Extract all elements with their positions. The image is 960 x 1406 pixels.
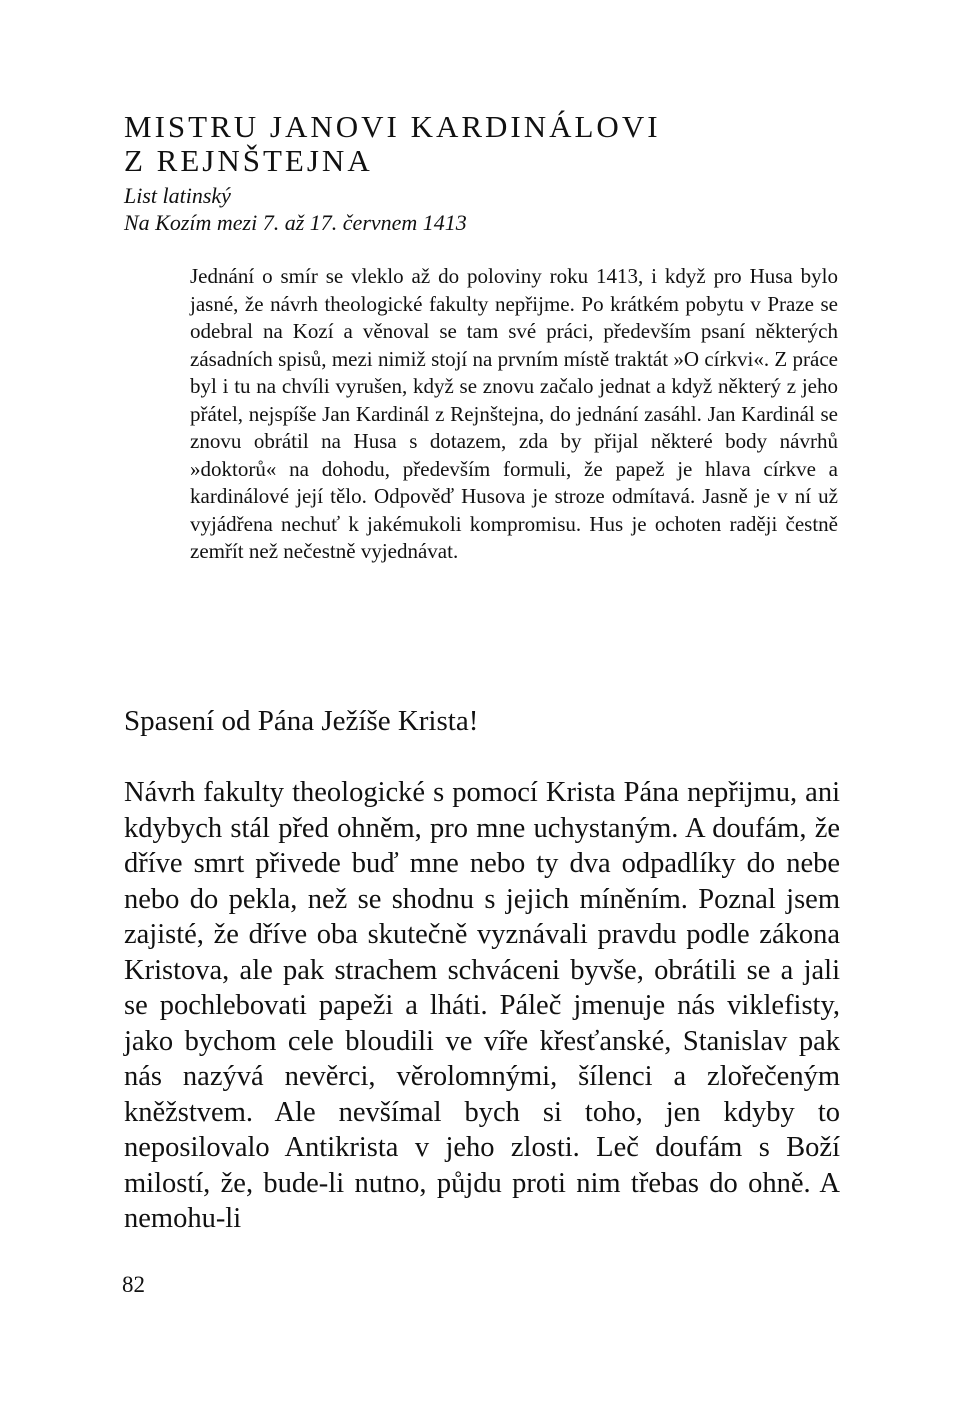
letter-paragraph: Návrh fakulty theologické s pomocí Krista Pána nepřijmu, ani kdybych stál před ohněm, pro mne uchystaným. A doufám, že dříve smrt přivede buď mne nebo ty dva odpadlíky do nebe nebo do pekla, než se shodnu s jejich míněním. Poznal jsem zajisté, že dříve oba skutečně vyznávali pravdu podle zákona Kristova, ale pak strachem schváceni byvše, obrátili se a jali se pochlebovati papeži a lháti. Páleč jmenuje nás viklefisty, jako bychom cele bloudili ve víře křesťanské, Stanislav pak nás nazývá nevěrci, věrolomnými, šílenci a zlořečeným kněžstvem. Ale nevšímal bych si toho, jen kdyby to neposilovalo Antikrista v jeho zlosti. Leč doufám s Boží milostí, že, bude-li nutno, půjdu proti nim třebas do ohně. A nemohu-li (124, 777, 840, 1234)
letter-date-place: Na Kozím mezi 7. až 17. červnem 1413 (124, 210, 467, 235)
salutation: Spasení od Pána Ježíše Krista! (124, 705, 479, 737)
letter-subtitle (124, 182, 724, 236)
letter-type: List latinský (124, 183, 231, 208)
letter-title (124, 110, 784, 178)
letter-body (124, 775, 840, 1237)
title-line-1: MISTRU JANOVI KARDINÁLOVI (124, 109, 661, 144)
editorial-introduction (190, 263, 838, 566)
introduction-paragraph: Jednání o smír se vleklo až do poloviny roku 1413, i když pro Husa bylo jasné, že návrh theologické fakulty nepřijme. Po krátkém pobytu v Praze se odebral na Kozí a věnoval se tam své práci, především psaní některých zásadních spisů, mezi nimiž stojí na prvním místě traktát »O církvi«. Z práce byl i tu na chvíli vyrušen, když se znovu začalo jednat a když některý z jeho přátel, nejspíše Jan Kardinál z Rejnštejna, do jednání zasáhl. Jan Kardinál se znovu obrátil na Husa s dotazem, zda by přijal některé body návrhů »doktorů« na dohodu, především formuli, že papež je hlava církve a kardinálové její tělo. Odpověď Husova je stroze odmítavá. Jasně je v ní už vyjádřena nechuť k jakémukoli kompromisu. Hus je ochoten raději čestně zemřít než nečestně vyjednávat. (190, 264, 838, 563)
title-line-2: Z REJNŠTEJNA (124, 143, 373, 178)
page-number: 82 (122, 1272, 145, 1297)
